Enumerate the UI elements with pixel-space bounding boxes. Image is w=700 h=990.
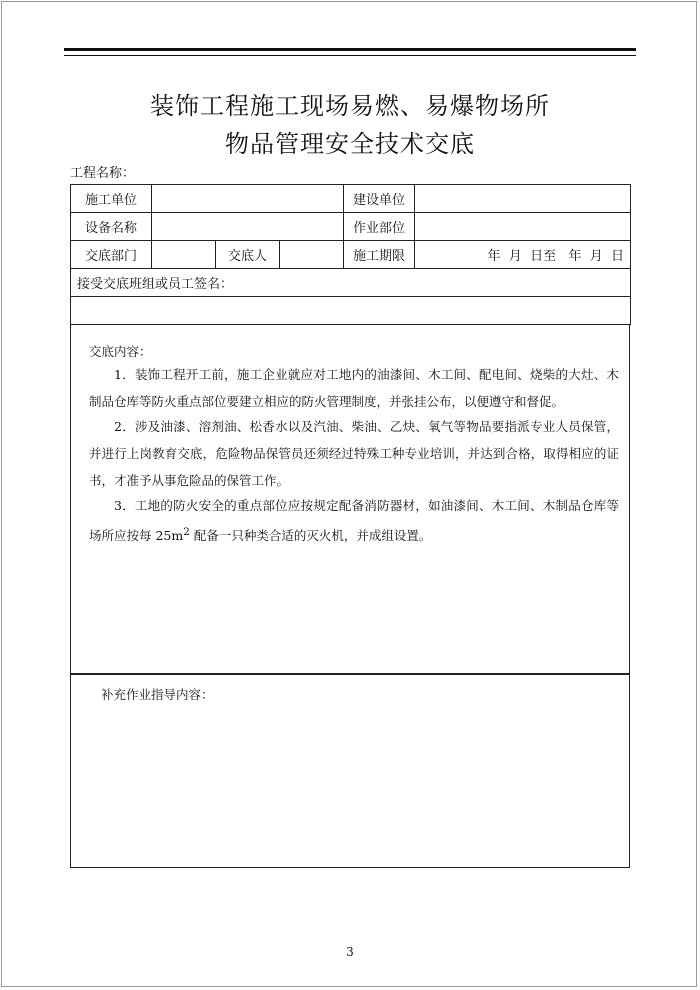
construction-unit-field[interactable] (152, 185, 344, 213)
content-paragraph-2: 2．涉及油漆、溶剂油、松香水以及汽油、柴油、乙炔、氧气等物品要指派专业人员保管，并进行上岗教育交底，危险物品保管员还须经过特殊工种专业培训，并达到合格，取得相应的证书，才准予从事危险品的保管工作。 (89, 419, 619, 488)
period-label: 施工期限 (344, 241, 415, 269)
content-heading: 交底内容： (89, 344, 152, 359)
paragraph-3-text-a: 3．工地的防火安全的重点部位应按规定配备消防器材，如油漆间、木工间、木制品仓库等场所应按每 25m (89, 498, 619, 544)
project-name-label: 工程名称： (70, 166, 136, 181)
construction-unit-label: 施工单位 (71, 185, 152, 213)
info-table (70, 184, 631, 325)
content-section (70, 324, 630, 674)
work-location-field[interactable] (415, 213, 631, 241)
builder-unit-field[interactable] (415, 185, 631, 213)
period-field[interactable]: 年 月 日至 年 月 日 (415, 241, 631, 269)
builder-unit-label: 建设单位 (344, 185, 415, 213)
supplement-section[interactable] (70, 674, 630, 868)
equipment-name-field[interactable] (152, 213, 344, 241)
document-title-line2: 物品管理安全技术交底 (225, 130, 475, 158)
work-location-label: 作业部位 (344, 213, 415, 241)
handover-person-field[interactable] (280, 241, 344, 269)
header-rule-thick (64, 48, 636, 51)
document-title-line1: 装饰工程施工现场易燃、易爆物场所 (150, 92, 550, 120)
signature-field[interactable] (71, 297, 631, 325)
content-paragraph-1: 1．装饰工程开工前，施工企业就应对工地内的油漆间、木工间、配电间、烧柴的大灶、木制品仓库等防火重点部位要建立相应的防火管理制度，并张挂公布，以便遵守和督促。 (89, 367, 619, 409)
signature-label: 接受交底班组或员工签名： (71, 269, 631, 297)
page-number: 3 (346, 945, 354, 959)
handover-person-label: 交底人 (216, 241, 280, 269)
equipment-name-label: 设备名称 (71, 213, 152, 241)
supplement-heading: 补充作业指导内容： (101, 687, 214, 702)
area-unit-superscript: 2 (183, 526, 190, 538)
handover-dept-label: 交底部门 (71, 241, 152, 269)
handover-dept-field[interactable] (152, 241, 216, 269)
content-paragraph-3 (89, 492, 619, 549)
paragraph-3-text-b: 配备一只种类合适的灭火机，并成组设置。 (189, 528, 432, 544)
header-rule-thin (64, 55, 636, 56)
